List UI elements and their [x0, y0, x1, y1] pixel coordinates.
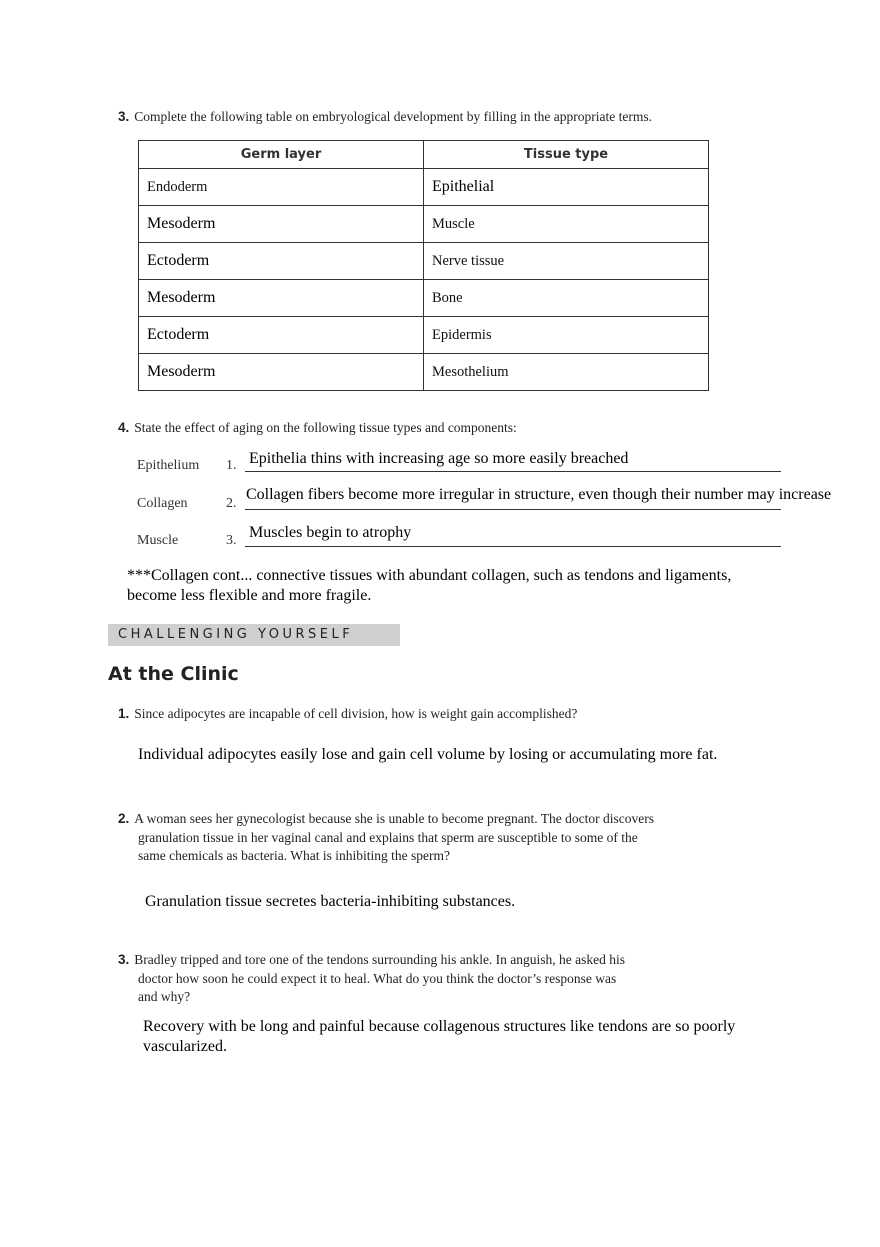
column-header: Tissue type: [424, 141, 709, 169]
answer-line: [245, 509, 781, 510]
table-header-row: [139, 141, 709, 169]
question-number: 4.: [118, 420, 130, 435]
question-number: 2.: [118, 811, 130, 826]
clinic-question-3: [118, 951, 625, 1007]
germ-layer-table: [138, 140, 709, 391]
section-title: At the Clinic: [108, 663, 239, 685]
clinic-question-1: [118, 706, 577, 722]
germ-layer-cell: Mesoderm: [139, 354, 424, 391]
aging-answer: Epithelia thins with increasing age so more easily breached: [249, 450, 629, 467]
germ-layer-cell: Mesoderm: [139, 280, 424, 317]
question-text: Bradley tripped and tore one of the tendons surrounding his ankle. In anguish, he asked his: [134, 952, 626, 967]
clinic-answer-3: Recovery with be long and painful because collagenous structures like tendons are so poorly: [143, 1018, 736, 1035]
question-text: Complete the following table on embryological development by filling in the appropriate terms.: [134, 109, 653, 124]
question-text: granulation tissue in her vaginal canal and explains that sperm are susceptible to some of the: [138, 829, 638, 845]
tissue-type-cell: Mesothelium: [424, 354, 709, 391]
collagen-note: become less flexible and more fragile.: [127, 587, 372, 604]
tissue-type-cell: Epithelial: [424, 169, 709, 206]
aging-label: Muscle: [137, 533, 179, 548]
collagen-note: ***Collagen cont... connective tissues with abundant collagen, such as tendons and ligaments,: [127, 567, 732, 584]
question-number: 3.: [118, 109, 130, 124]
table-row: [139, 243, 709, 280]
table-row: [139, 317, 709, 354]
clinic-answer-1: Individual adipocytes easily lose and gain cell volume by losing or accumulating more fat.: [138, 746, 718, 763]
table-row: [139, 280, 709, 317]
table-row: [139, 206, 709, 243]
aging-answer: Muscles begin to atrophy: [249, 524, 412, 541]
question-text: and why?: [138, 989, 191, 1004]
tissue-type-cell: Epidermis: [424, 317, 709, 354]
table-row: [139, 169, 709, 206]
answer-line: [245, 471, 781, 472]
clinic-question-2: [118, 810, 654, 866]
table-row: [139, 354, 709, 391]
question-number: 3.: [118, 952, 130, 967]
question-4: [118, 420, 517, 436]
tissue-type-cell: Nerve tissue: [424, 243, 709, 280]
aging-number: 1.: [226, 458, 237, 473]
question-text: A woman sees her gynecologist because she is unable to become pregnant. The doctor discovers: [134, 811, 654, 826]
clinic-answer-3: vascularized.: [143, 1038, 227, 1055]
germ-layer-cell: Ectoderm: [139, 317, 424, 354]
question-text: doctor how soon he could expect it to heal. What do you think the doctor’s response was: [138, 970, 617, 986]
question-text: same chemicals as bacteria. What is inhibiting the sperm?: [138, 848, 451, 863]
question-text: Since adipocytes are incapable of cell division, how is weight gain accomplished?: [134, 706, 578, 721]
question-text: State the effect of aging on the following tissue types and components:: [134, 420, 517, 435]
question-number: 1.: [118, 706, 130, 721]
germ-layer-cell: Endoderm: [139, 169, 424, 206]
question-3: [118, 109, 652, 125]
challenging-yourself-banner: CHALLENGING YOURSELF: [108, 624, 400, 646]
tissue-type-cell: Bone: [424, 280, 709, 317]
aging-number: 2.: [226, 496, 237, 511]
aging-number: 3.: [226, 533, 237, 548]
germ-layer-cell: Ectoderm: [139, 243, 424, 280]
germ-layer-cell: Mesoderm: [139, 206, 424, 243]
answer-line: [245, 546, 781, 547]
aging-label: Epithelium: [137, 458, 200, 473]
column-header: Germ layer: [139, 141, 424, 169]
tissue-type-cell: Muscle: [424, 206, 709, 243]
clinic-answer-2: Granulation tissue secretes bacteria-inhibiting substances.: [145, 893, 516, 910]
aging-label: Collagen: [137, 496, 188, 511]
aging-answer: Collagen fibers become more irregular in structure, even though their number may increase: [246, 486, 832, 503]
